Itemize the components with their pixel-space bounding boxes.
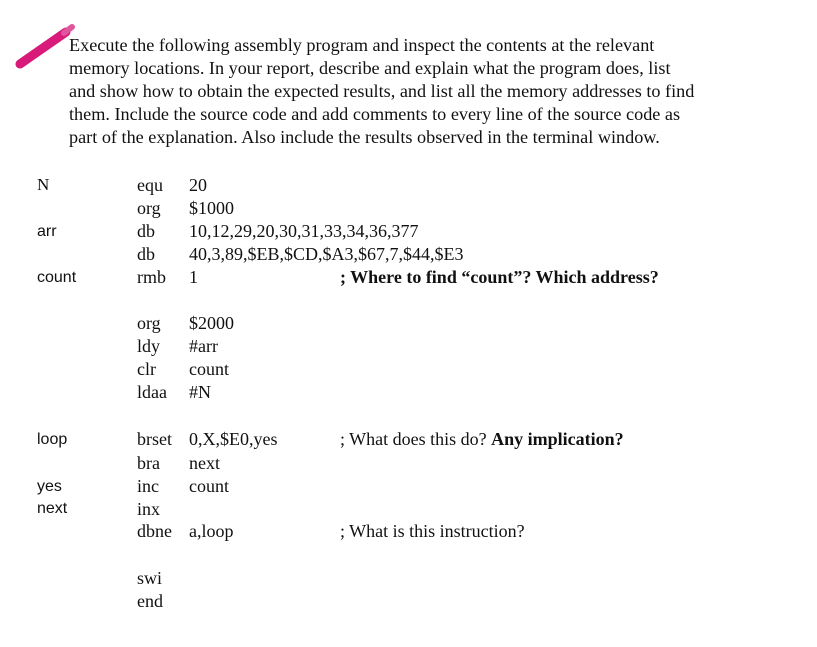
code-operand: next [189,453,220,473]
code-mnemonic: clr [137,359,156,379]
code-operand: 20 [189,175,207,195]
code-comment: ; Where to find “count”? Which address? [340,267,659,287]
instruction-line: part of the explanation. Also include the results observed in the terminal window. [69,127,660,147]
code-mnemonic: ldy [137,336,161,356]
code-operand: $2000 [189,313,234,333]
code-label: count [37,269,77,286]
code-comment [340,428,624,450]
instruction-line: Execute the following assembly program and inspect the contents at the relevant [69,35,655,55]
instruction-paragraph [69,34,769,149]
code-comment: ; What is this instruction? [340,521,525,541]
code-operand: count [189,359,229,379]
code-label: N [37,175,50,194]
code-mnemonic: dbne [137,521,172,541]
code-mnemonic: swi [137,568,163,588]
code-operand: $1000 [189,198,234,218]
comment-emphasis: Any implication? [491,429,624,449]
code-label: arr [37,223,57,240]
code-operand: #arr [189,336,218,356]
code-mnemonic: bra [137,453,160,473]
code-mnemonic: org [137,313,161,333]
instruction-line: memory locations. In your report, describe and explain what the program does, list [69,58,671,78]
comment-text: ; What does this do? [340,429,492,449]
code-mnemonic: org [137,198,161,218]
code-operand: 1 [189,267,198,287]
code-mnemonic: ldaa [137,382,167,402]
code-label: yes [37,478,62,495]
code-mnemonic: rmb [137,267,166,287]
code-mnemonic: db [137,244,155,264]
code-mnemonic: brset [137,429,172,449]
code-operand: 0,X,$E0,yes [189,429,278,449]
instruction-line: them. Include the source code and add comments to every line of the source code as [69,104,681,124]
code-mnemonic: inx [137,499,161,519]
instruction-line: and show how to obtain the expected results, and list all the memory addresses to find [69,81,695,101]
code-mnemonic: db [137,221,155,241]
code-mnemonic: equ [137,175,163,195]
code-operand: 10,12,29,20,30,31,33,34,36,377 [189,221,419,241]
code-operand: a,loop [189,521,234,541]
code-operand: 40,3,89,$EB,$CD,$A3,$67,7,$44,$E3 [189,244,464,264]
code-operand: #N [189,382,211,402]
code-mnemonic: inc [137,476,159,496]
code-label: loop [37,431,68,448]
code-label: next [37,500,68,517]
code-operand: count [189,476,229,496]
code-mnemonic: end [137,591,163,611]
